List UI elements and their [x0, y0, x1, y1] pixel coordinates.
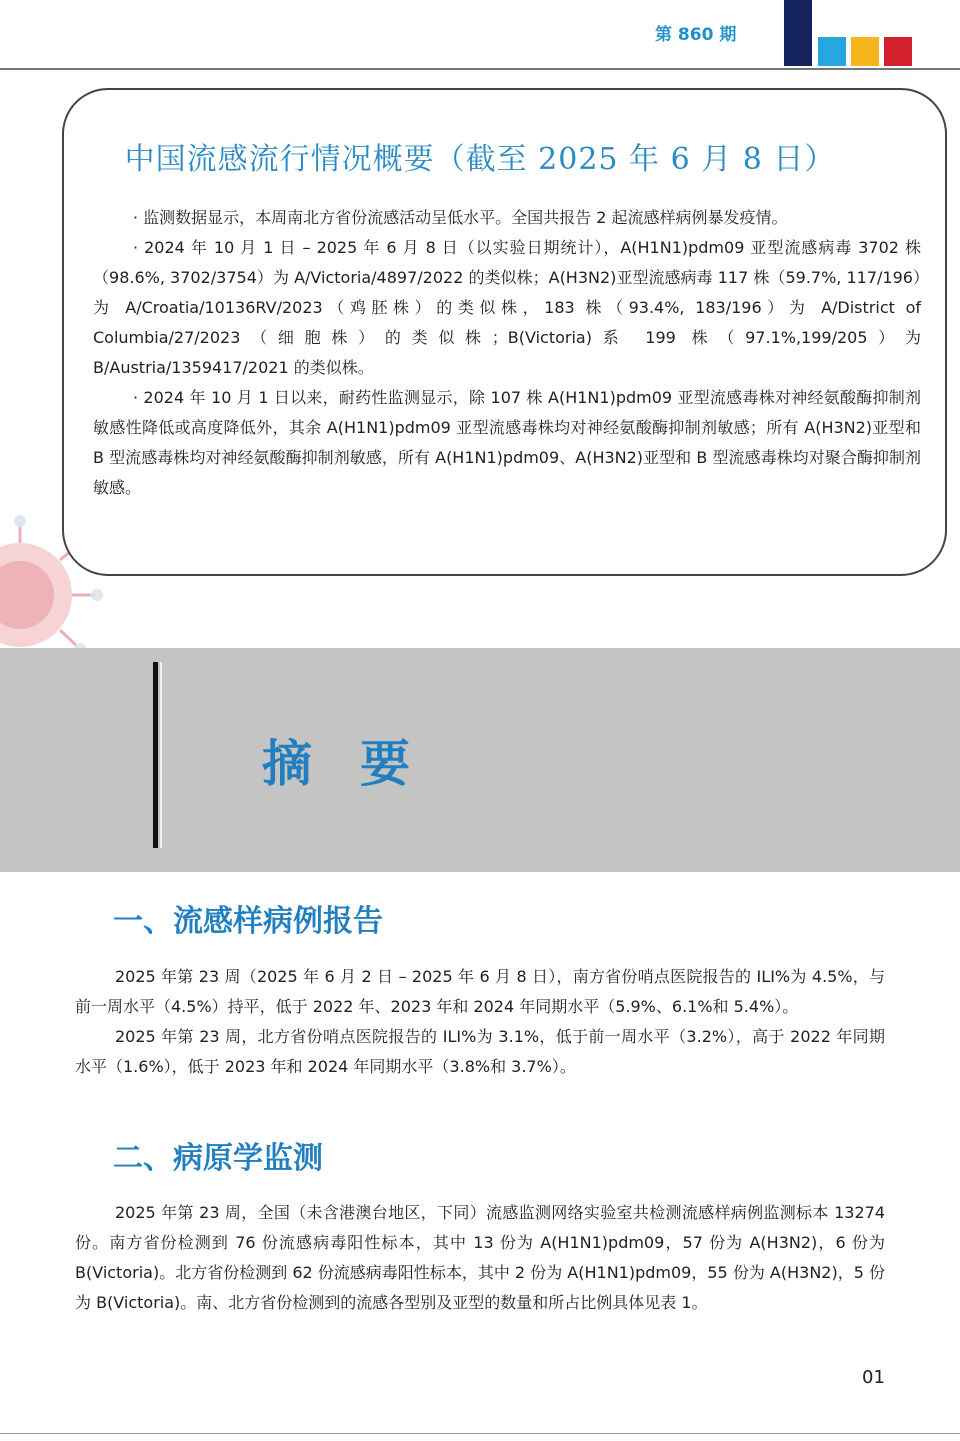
summary-body [93, 203, 921, 503]
issue-number: 第 860 期 [655, 25, 737, 45]
logo-block-cyan [818, 37, 846, 66]
summary-paragraph: · 2024 年 10 月 1 日 – 2025 年 6 月 8 日（以实验日期统计），A(H1N1)pdm09 亚型流感病毒 3702 株（98.6%, 3702/3754）为 A/Victoria/4897/2022 的类似株；A(H3N2)亚型流感病毒 117 株（59.7%, 117/196）为 A/Croatia/10136RV/2023（鸡胚株）的类似株，183 株（93.4%, 183/196）为 A/District of Columbia/27/2023（细胞株）的类似株；B(Victoria)系 199 株（97.1%,199/205）为 B/Austria/1359417/2021 的类似株。 [93, 238, 921, 377]
logo-block-red [884, 37, 912, 66]
section-pathogen-body [75, 1198, 885, 1318]
section-heading-ili: 一、流感样病例报告 [113, 904, 383, 939]
section-heading-pathogen: 二、病原学监测 [113, 1141, 323, 1176]
body-paragraph: 2025 年第 23 周，全国（未含港澳台地区，下同）流感监测网络实验室共检测流感样病例监测标本 13274 份。南方省份检测到 76 份流感病毒阳性标本，其中 13 份为 A(H1N1)pdm09，57 份为 A(H3N2)，6 份为 B(Victoria)。北方省份检测到 62 份流感病毒阳性标本，其中 2 份为 A(H1N1)pdm09，55 份为 A(H3N2)，5 份为 B(Victoria)。南、北方省份检测到的流感各型别及亚型的数量和所占比例具体见表 1。 [75, 1203, 885, 1312]
page-number: 01 [862, 1367, 885, 1388]
summary-title: 中国流感流行情况概要（截至 2025 年 6 月 8 日） [124, 142, 836, 177]
abstract-title: 摘要 [262, 735, 458, 793]
band-accent-highlight [160, 662, 162, 848]
logo-block-navy [784, 0, 812, 66]
footer-divider [0, 1433, 960, 1434]
band-accent-line [153, 662, 158, 848]
summary-paragraph: · 2024 年 10 月 1 日以来，耐药性监测显示，除 107 株 A(H1N1)pdm09 亚型流感毒株对神经氨酸酶抑制剂敏感性降低或高度降低外，其余 A(H1N1)pdm09 亚型流感毒株均对神经氨酸酶抑制剂敏感；所有 A(H3N2)亚型和 B 型流感毒株均对神经氨酸酶抑制剂敏感，所有 A(H1N1)pdm09、A(H3N2)亚型和 B 型流感毒株均对聚合酶抑制剂敏感。 [93, 388, 921, 497]
body-paragraph: 2025 年第 23 周（2025 年 6 月 2 日 – 2025 年 6 月 8 日），南方省份哨点医院报告的 ILI%为 4.5%，与前一周水平（4.5%）持平，低于 2022 年、2023 年和 2024 年同期水平（5.9%、6.1%和 5.4%）。 [75, 967, 885, 1016]
body-paragraph: 2025 年第 23 周，北方省份哨点医院报告的 ILI%为 3.1%，低于前一周水平（3.2%），高于 2022 年同期水平（1.6%），低于 2023 年和 2024 年同期水平（3.8%和 3.7%）。 [75, 1027, 885, 1076]
summary-paragraph: · 监测数据显示，本周南北方省份流感活动呈低水平。全国共报告 2 起流感样病例暴发疫情。 [133, 208, 788, 227]
logo-block-yellow [851, 37, 879, 66]
section-ili-body [75, 962, 885, 1082]
header-divider [0, 68, 960, 70]
abstract-band [0, 648, 960, 872]
